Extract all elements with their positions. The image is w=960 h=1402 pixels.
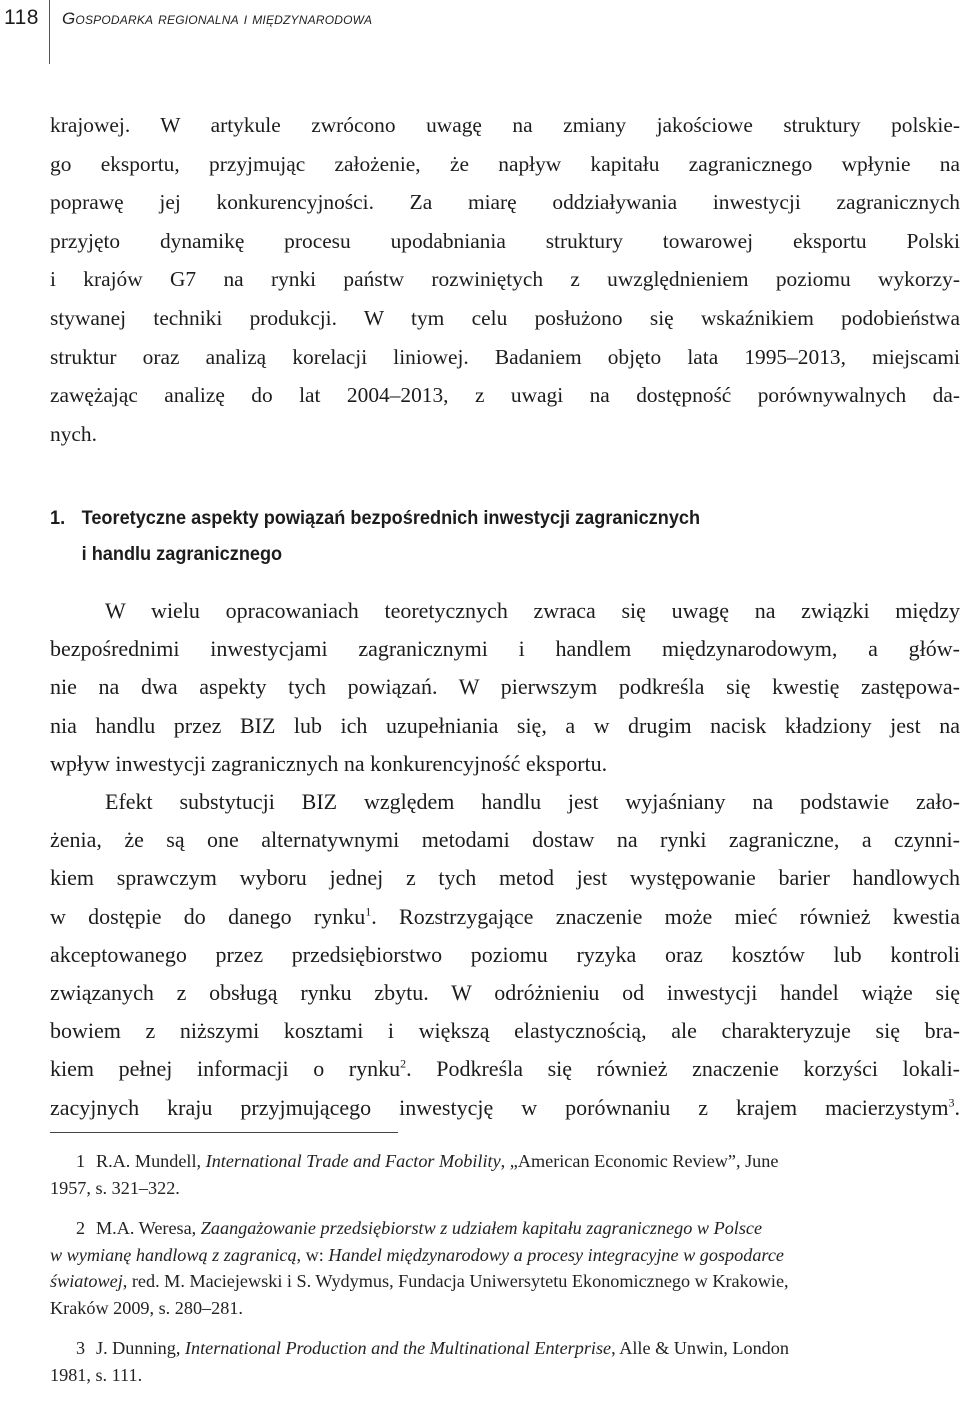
footnote-1 — [50, 1148, 960, 1201]
footnote-book-title: światowej — [50, 1271, 123, 1291]
text-run: . Podkreśla się również znaczenie korzyści lokali- — [406, 1056, 960, 1081]
section-number: 1. — [50, 500, 82, 536]
footnote-number: 2 — [50, 1215, 96, 1242]
text-line: związanych z obsługą rynku zbytu. W odróżnieniu od inwestycji handel wiąże się — [50, 974, 960, 1012]
section-heading — [50, 500, 896, 572]
section-body — [50, 592, 960, 1127]
footnote-text: , red. M. Maciejewski i S. Wydymus, Fundacja Uniwersytetu Ekonomicznego w Krakowie, — [123, 1271, 789, 1291]
section-title-line2: i handlu zagranicznego — [50, 536, 896, 572]
footnote-title: International Production and the Multinational Enterprise — [185, 1338, 611, 1358]
text-line: stywanej techniki produkcji. W tym celu posłużono się wskaźnikiem podobieństwa — [50, 299, 960, 338]
text-run: w dostępie do danego rynku — [50, 904, 365, 929]
footnote-text: 1981, s. 111. — [50, 1362, 960, 1389]
footnote-text: 1957, s. 321–322. — [50, 1175, 960, 1202]
text-line — [50, 898, 960, 936]
section-title-line1: Teoretyczne aspekty powiązań bezpośrednich inwestycji zagranicznych — [82, 507, 700, 529]
text-line: wpływ inwestycji zagranicznych na konkurencyjność eksportu. — [50, 745, 960, 783]
footnote-2 — [50, 1215, 960, 1321]
text-line: bezpośrednimi inwestycjami zagranicznymi i handlem międzynarodowym, a głów- — [50, 630, 960, 668]
footnote-author: M.A. Weresa, — [96, 1218, 201, 1238]
footnote-author: R.A. Mundell, — [96, 1151, 206, 1171]
text-line: i krajów G7 na rynki państw rozwiniętych z uwzględnieniem poziomu wykorzy- — [50, 260, 960, 299]
footnote-author: J. Dunning, — [96, 1338, 185, 1358]
footnote-number: 1 — [50, 1148, 96, 1175]
footnote-ref[interactable]: 3 — [949, 1095, 955, 1109]
footnote-ref[interactable]: 2 — [400, 1057, 406, 1071]
text-line — [50, 1089, 960, 1127]
footnote-title: Zaangażowanie przedsiębiorstw z udziałem kapitału zagranicznego w Polsce — [201, 1218, 762, 1238]
text-run: . — [955, 1095, 960, 1120]
text-line: nia handlu przez BIZ lub ich uzupełniania się, a w drugim nacisk kładziony jest na — [50, 707, 960, 745]
footnote-3 — [50, 1335, 960, 1388]
text-run: . Rozstrzygające znaczenie może mieć również kwestia — [371, 904, 960, 929]
text-run: kiem pełnej informacji o rynku — [50, 1056, 400, 1081]
text-run: zacyjnych kraju przyjmującego inwestycję w porównaniu z krajem macierzystym — [50, 1095, 949, 1120]
text-line: bowiem z niższymi kosztami i większą elastycznością, ale charakteryzuje się bra- — [50, 1012, 960, 1050]
footnote-text: , „American Economic Review”, June — [501, 1151, 779, 1171]
text-line: struktur oraz analizą korelacji liniowej. Badaniem objęto lata 1995–2013, miejscami — [50, 338, 960, 377]
text-line: akceptowanego przez przedsiębiorstwo poziomu ryzyka oraz kosztów lub kontroli — [50, 936, 960, 974]
page-number: 118 — [4, 6, 39, 30]
footnote-title: w wymianę handlową z zagranicą — [50, 1245, 297, 1265]
footnote-title: International Trade and Factor Mobility — [206, 1151, 501, 1171]
text-line: żenia, że są one alternatywnymi metodami dostaw na rynki zagraniczne, a czynni- — [50, 821, 960, 859]
text-line: W wielu opracowaniach teoretycznych zwraca się uwagę na związki między — [50, 592, 960, 630]
intro-paragraph — [50, 106, 960, 453]
footnote-text: Kraków 2009, s. 280–281. — [50, 1295, 960, 1322]
journal-title: Gospodarka regionalna i międzynarodowa — [62, 9, 372, 29]
text-line: nych. — [50, 415, 960, 454]
text-line: nie na dwa aspekty tych powiązań. W pierwszym podkreśla się kwestię zastępowa- — [50, 668, 960, 706]
text-line: go eksportu, przyjmując założenie, że napływ kapitału zagranicznego wpłynie na — [50, 145, 960, 184]
text-line: krajowej. W artykule zwrócono uwagę na zmiany jakościowe struktury polskie- — [50, 106, 960, 145]
text-line: poprawę jej konkurencyjności. Za miarę oddziaływania inwestycji zagranicznych — [50, 183, 960, 222]
footnote-ref[interactable]: 1 — [365, 904, 371, 918]
text-line: zawężając analizę do lat 2004–2013, z uwagi na dostępność porównywalnych da- — [50, 376, 960, 415]
footnote-text: , Alle & Unwin, London — [611, 1338, 789, 1358]
footnote-text: , w: — [297, 1245, 329, 1265]
paragraph-1 — [50, 592, 960, 783]
footnote-number: 3 — [50, 1335, 96, 1362]
header-divider — [49, 0, 50, 64]
footnote-divider — [50, 1132, 398, 1133]
running-head — [0, 0, 960, 64]
text-line: Efekt substytucji BIZ względem handlu jest wyjaśniany na podstawie zało- — [50, 783, 960, 821]
text-line — [50, 1050, 960, 1088]
paragraph-2 — [50, 783, 960, 1127]
footnote-book-title: Handel międzynarodowy a procesy integracyjne w gospodarce — [328, 1245, 784, 1265]
text-line: przyjęto dynamikę procesu upodabniania struktury towarowej eksportu Polski — [50, 222, 960, 261]
footnotes — [50, 1148, 960, 1402]
text-line: kiem sprawczym wyboru jednej z tych metod jest występowanie barier handlowych — [50, 859, 960, 897]
